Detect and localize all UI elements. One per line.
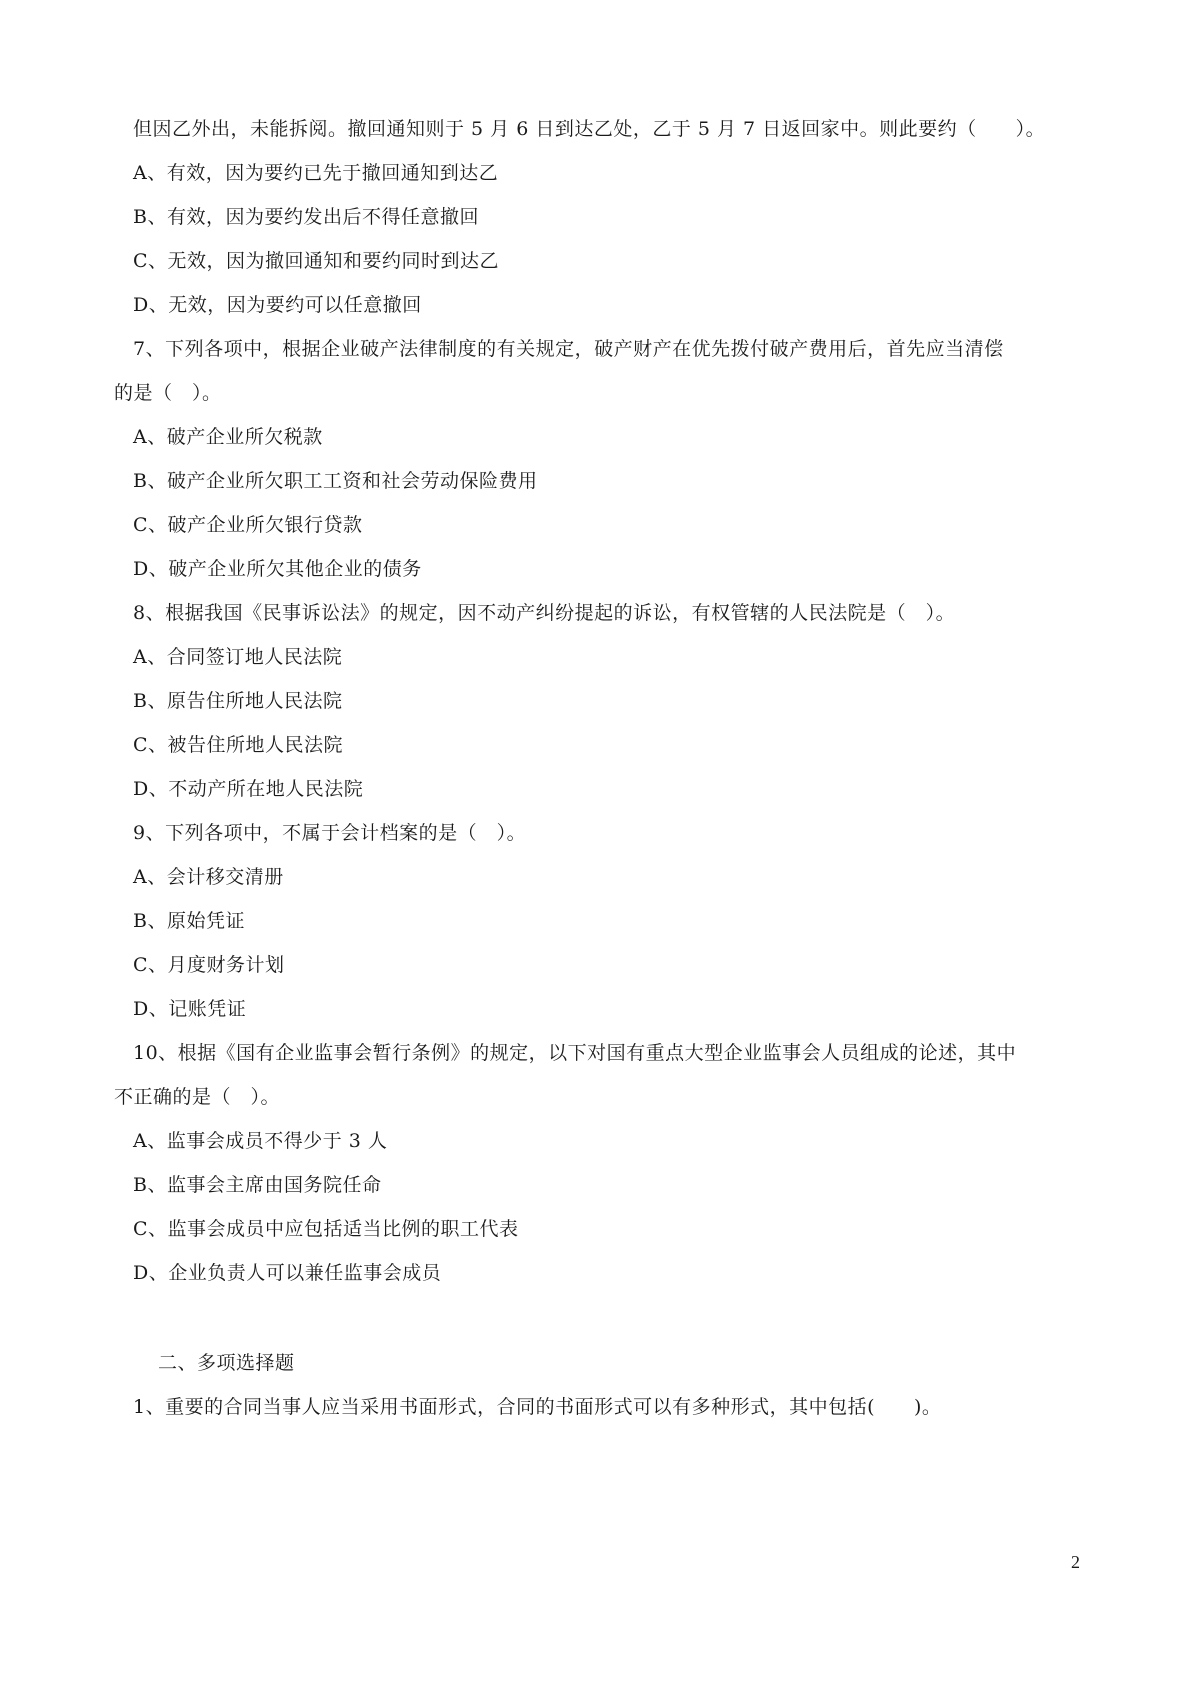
text-line: A、合同签订地人民法院 <box>133 646 343 668</box>
text-line: C、被告住所地人民法院 <box>133 734 344 756</box>
page-number: 2 <box>1071 1552 1080 1572</box>
text-line: 9、下列各项中，不属于会计档案的是（ ）。 <box>133 822 527 844</box>
text-line: C、无效，因为撤回通知和要约同时到达乙 <box>133 250 500 272</box>
text-line: D、破产企业所欠其他企业的债务 <box>133 558 422 580</box>
text-line: C、月度财务计划 <box>133 954 285 976</box>
text-line: 1、重要的合同当事人应当采用书面形式，合同的书面形式可以有多种形式，其中包括( )。 <box>133 1396 942 1418</box>
text-line: 的是（ ）。 <box>114 382 222 404</box>
section-heading: 二、多项选择题 <box>158 1352 295 1374</box>
text-line: D、不动产所在地人民法院 <box>133 778 364 800</box>
text-line: B、有效，因为要约发出后不得任意撤回 <box>133 206 479 228</box>
text-line: B、破产企业所欠职工工资和社会劳动保险费用 <box>133 470 538 492</box>
text-line: D、无效，因为要约可以任意撤回 <box>133 294 422 316</box>
text-line: B、原始凭证 <box>133 910 245 932</box>
text-line: 不正确的是（ ）。 <box>114 1086 281 1108</box>
text-line: 8、根据我国《民事诉讼法》的规定，因不动产纠纷提起的诉讼，有权管辖的人民法院是（ ）。 <box>133 602 956 624</box>
text-line: 7、下列各项中，根据企业破产法律制度的有关规定，破产财产在优先拨付破产费用后，首先应当清偿 <box>133 338 1004 360</box>
text-line: C、破产企业所欠银行贷款 <box>133 514 363 536</box>
text-line: A、会计移交清册 <box>133 866 284 888</box>
text-line: D、企业负责人可以兼任监事会成员 <box>133 1262 442 1284</box>
text-line: C、监事会成员中应包括适当比例的职工代表 <box>133 1218 519 1240</box>
text-line: A、有效，因为要约已先于撤回通知到达乙 <box>133 162 499 184</box>
text-line: A、破产企业所欠税款 <box>133 426 323 448</box>
text-line: B、监事会主席由国务院任命 <box>133 1174 382 1196</box>
text-line: 10、根据《国有企业监事会暂行条例》的规定，以下对国有重点大型企业监事会人员组成的论述，其中 <box>133 1042 1017 1064</box>
text-line: A、监事会成员不得少于 3 人 <box>133 1130 388 1152</box>
text-line: 但因乙外出，未能拆阅。撤回通知则于 5 月 6 日到达乙处，乙于 5 月 7 日返回家中。则此要约（ ）。 <box>133 118 1046 140</box>
text-line: B、原告住所地人民法院 <box>133 690 343 712</box>
text-line: D、记账凭证 <box>133 998 247 1020</box>
